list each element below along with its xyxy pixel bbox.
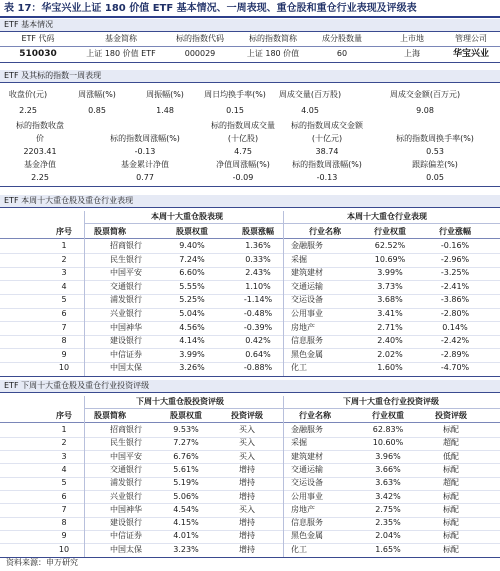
perf-cell: 黑色金属 <box>291 349 323 359</box>
perf-cell: 7.24% <box>179 254 205 264</box>
perf-cell: 62.52% <box>374 241 406 250</box>
perf-cell: -2.42% <box>440 336 470 346</box>
rating-cell: 5.19% <box>173 478 199 488</box>
rating-cell: 中信证券 <box>110 531 142 541</box>
rating-cell: 增持 <box>239 478 255 488</box>
basic-header: 标的指数简称 <box>249 34 297 43</box>
weekly-index-header: 标的指数周成交金额 <box>291 121 363 130</box>
rating-cell: 标配 <box>443 544 459 554</box>
rating-cell: 9 <box>61 531 67 541</box>
perf-cell: 9.40% <box>179 241 205 250</box>
rating-cell: 公用事业 <box>291 491 323 501</box>
rating-cell: 9.53% <box>173 425 199 434</box>
perf-cell: 10.69% <box>374 254 406 264</box>
rating-cell: 金融服务 <box>291 425 323 434</box>
weekly-nav-header: 基金累计净值 <box>121 160 169 169</box>
rating-cell: 标配 <box>443 531 459 541</box>
rating-stock-group-title: 下周十大重仓股投资评级 <box>136 397 224 406</box>
perf-cell: 中国神华 <box>110 322 142 332</box>
perf-cell: 采掘 <box>291 254 307 264</box>
rating-cell: 化工 <box>291 544 307 554</box>
basic-section-band <box>0 19 500 31</box>
weekly-index-header: (十亿股) <box>227 134 259 143</box>
perf-cell: 4.56% <box>179 322 205 332</box>
rating-cell: 3.63% <box>375 478 401 488</box>
rating-cell: 4.15% <box>173 518 199 528</box>
rating-cell: 62.83% <box>372 425 404 434</box>
rating-cell: 兴业银行 <box>110 491 142 501</box>
rating-header: 行业权重 <box>372 411 404 420</box>
rating-cell: 买入 <box>239 451 255 461</box>
rating-cell: 超配 <box>443 438 459 448</box>
perf-cell: 交通运输 <box>291 281 323 291</box>
weekly-nav-value: 2.25 <box>31 173 49 182</box>
rating-cell: 增持 <box>239 464 255 474</box>
rating-cell: 标配 <box>443 504 459 514</box>
perf-header: 行业名称 <box>309 227 341 236</box>
basic-section-title: ETF 基本情况 <box>4 20 54 29</box>
perf-cell: -2.41% <box>440 281 470 291</box>
perf-cell: 0.42% <box>245 336 271 346</box>
rating-cell: 标配 <box>443 464 459 474</box>
perf-cell: 3.99% <box>179 349 205 359</box>
weekly-value: 1.48 <box>156 106 174 115</box>
perf-cell: -3.86% <box>440 295 470 305</box>
perf-cell: 房地产 <box>291 322 315 332</box>
basic-header: 成分股数量 <box>322 34 362 43</box>
rating-header: 股票权重 <box>170 411 202 420</box>
perf-cell: 6 <box>61 309 67 318</box>
rating-cell: 标配 <box>443 425 459 434</box>
rating-cell: 标配 <box>443 518 459 528</box>
rating-cell: 房地产 <box>291 504 315 514</box>
rating-industry-group-title: 下周十大重仓行业投资评级 <box>343 397 439 406</box>
weekly-index-header: (十亿元) <box>311 134 343 143</box>
rating-cell: 建设银行 <box>110 518 142 528</box>
rating-cell: 3.66% <box>375 464 401 474</box>
rating-cell: 3 <box>61 451 67 461</box>
weekly-value: 0.15 <box>226 106 244 115</box>
basic-header: 管理公司 <box>455 34 487 43</box>
rating-cell: 2.04% <box>375 531 401 541</box>
weekly-index-value: 0.53 <box>426 147 444 156</box>
perf-cell: 建设银行 <box>110 336 142 346</box>
rating-cell: 6.76% <box>173 451 199 461</box>
perf-rule-head <box>0 238 500 239</box>
perf-cell: 1 <box>61 241 67 250</box>
perf-cell: -1.14% <box>243 295 273 305</box>
rating-cell: 5 <box>61 478 67 488</box>
rating-cell: 3.23% <box>173 544 199 554</box>
perf-cell: 4.14% <box>179 336 205 346</box>
perf-cell: -4.70% <box>440 363 470 373</box>
perf-cell: 兴业银行 <box>110 309 142 318</box>
weekly-index-value: 2203.41 <box>23 147 57 156</box>
perf-col-rule <box>283 211 284 376</box>
weekly-nav-header: 标的指数周涨幅(%) <box>292 160 362 169</box>
weekly-index-value: 4.75 <box>234 147 252 156</box>
rating-cell: 超配 <box>443 478 459 488</box>
rating-rule-top <box>0 392 500 393</box>
basic-value: 上证 180 价值 ETF <box>86 49 156 58</box>
basic-header: 基金简称 <box>105 34 137 43</box>
perf-cell: 3.26% <box>179 363 205 373</box>
weekly-nav-value: 0.77 <box>136 173 154 182</box>
perf-cell: 浦发银行 <box>110 295 142 305</box>
basic-rule-mid <box>0 46 500 47</box>
rating-cell: 标配 <box>443 491 459 501</box>
perf-cell: 0.64% <box>245 349 271 359</box>
basic-value: 510030 <box>19 49 57 59</box>
rating-cell: 交通银行 <box>110 464 142 474</box>
rating-cell: 7 <box>61 504 67 514</box>
perf-cell: 公用事业 <box>291 309 323 318</box>
rating-cell: 招商银行 <box>110 425 142 434</box>
perf-cell: 交运设备 <box>291 295 323 305</box>
rating-cell: 低配 <box>443 451 459 461</box>
basic-header: 标的指数代码 <box>176 34 224 43</box>
rating-cell: 增持 <box>239 544 255 554</box>
rating-cell: 1.65% <box>375 544 401 554</box>
perf-cell: 2.43% <box>245 268 271 278</box>
perf-cell: 8 <box>61 336 67 346</box>
weekly-header: 收盘价(元) <box>8 90 48 99</box>
rating-cell: 10.60% <box>372 438 404 448</box>
rating-header: 投资评级 <box>435 411 467 420</box>
perf-cell: -3.25% <box>440 268 470 278</box>
perf-cell: 3.73% <box>377 281 403 291</box>
perf-header: 股票涨幅 <box>242 227 274 236</box>
perf-cell: 民生银行 <box>110 254 142 264</box>
perf-rule-top <box>0 207 500 208</box>
rating-header-index: 序号 <box>56 411 72 420</box>
basic-rule-bottom <box>0 62 500 63</box>
rating-cell: 2.35% <box>375 518 401 528</box>
weekly-index-header: 标的指数收盘 <box>16 121 64 130</box>
perf-cell: 10 <box>58 363 70 373</box>
rating-cell: 信息服务 <box>291 518 323 528</box>
perf-rule-bottom <box>0 376 500 377</box>
basic-value: 华宝兴业 <box>452 49 490 59</box>
weekly-rule-top <box>0 82 500 83</box>
rating-cell: 2 <box>61 438 67 448</box>
rating-header: 投资评级 <box>231 411 263 420</box>
source-note: 资料来源：申万研究 <box>6 558 78 567</box>
perf-cell: 3.68% <box>377 295 403 305</box>
perf-cell: 金融服务 <box>291 241 323 250</box>
perf-cell: 5.55% <box>179 281 205 291</box>
rating-cell: 6 <box>61 491 67 501</box>
weekly-rule-bottom <box>0 186 500 187</box>
perf-cell: 化工 <box>291 363 307 373</box>
weekly-header: 周成交量(百万股) <box>278 90 342 99</box>
rating-cell: 4.54% <box>173 504 199 514</box>
weekly-nav-header: 基金净值 <box>24 160 56 169</box>
weekly-nav-header: 跟踪偏差(%) <box>412 160 458 169</box>
rating-cell: 中国神华 <box>110 504 142 514</box>
weekly-section-title: ETF 及其标的指数一周表现 <box>4 71 102 80</box>
perf-cell: 9 <box>61 349 67 359</box>
rating-cell: 8 <box>61 518 67 528</box>
basic-value: 000029 <box>184 49 216 58</box>
perf-cell: 中国太保 <box>110 363 142 373</box>
title-rule <box>0 16 500 18</box>
weekly-header: 周振幅(%) <box>146 90 184 99</box>
rating-cell: 黑色金属 <box>291 531 323 541</box>
rating-cell: 浦发银行 <box>110 478 142 488</box>
rating-cell: 5.61% <box>173 464 199 474</box>
perf-cell: 中信证券 <box>110 349 142 359</box>
perf-cell: 0.33% <box>245 254 271 264</box>
weekly-header: 周成交金额(百万元) <box>389 90 461 99</box>
weekly-nav-value: 0.05 <box>426 173 444 182</box>
weekly-nav-value: -0.09 <box>232 173 254 182</box>
perf-cell: 3 <box>61 268 67 278</box>
weekly-nav-value: -0.13 <box>316 173 338 182</box>
rating-cell: 买入 <box>239 438 255 448</box>
weekly-index-header: 价 <box>36 134 44 143</box>
perf-cell: 4 <box>61 281 67 291</box>
basic-value: 上海 <box>404 49 420 58</box>
perf-cell: -0.88% <box>243 363 273 373</box>
weekly-value: 0.85 <box>88 106 106 115</box>
rating-cell: 10 <box>58 544 70 554</box>
weekly-value: 2.25 <box>19 106 37 115</box>
weekly-value: 9.08 <box>416 106 434 115</box>
rating-cell: 1 <box>61 425 67 434</box>
basic-value: 60 <box>336 49 348 58</box>
perf-cell: 中国平安 <box>110 268 142 278</box>
perf-cell: 7 <box>61 322 67 332</box>
weekly-value: 4.05 <box>301 106 319 115</box>
rating-cell: 增持 <box>239 531 255 541</box>
perf-header: 行业权重 <box>374 227 406 236</box>
rating-cell: 增持 <box>239 491 255 501</box>
rating-rule-head <box>0 422 500 423</box>
perf-group-rule <box>84 223 500 224</box>
rating-col-rule <box>84 396 85 557</box>
weekly-index-value: 38.74 <box>315 147 339 156</box>
perf-cell: 2.02% <box>377 349 403 359</box>
perf-cell: 信息服务 <box>291 336 323 346</box>
rating-section-title: ETF 下周十大重仓股及重仓行业投资评级 <box>4 381 150 390</box>
perf-col-rule <box>84 211 85 376</box>
perf-cell: 5 <box>61 295 67 305</box>
perf-section-title: ETF 本周十大重仓股及重仓行业表现 <box>4 196 134 205</box>
rating-cell: 增持 <box>239 518 255 528</box>
perf-cell: 0.14% <box>442 322 468 332</box>
perf-cell: -2.89% <box>440 349 470 359</box>
rating-cell: 买入 <box>239 425 255 434</box>
weekly-nav-header: 净值周涨幅(%) <box>216 160 270 169</box>
weekly-index-header: 标的指数周成交量 <box>211 121 275 130</box>
rating-cell: 中国太保 <box>110 544 142 554</box>
rating-cell: 4 <box>61 464 67 474</box>
perf-cell: 5.04% <box>179 309 205 318</box>
rating-cell: 采掘 <box>291 438 307 448</box>
perf-cell: 3.99% <box>377 268 403 278</box>
rating-group-rule <box>84 408 500 409</box>
perf-cell: 5.25% <box>179 295 205 305</box>
perf-cell: 1.36% <box>245 241 271 250</box>
rating-cell: 交运设备 <box>291 478 323 488</box>
rating-cell: 买入 <box>239 504 255 514</box>
perf-cell: -2.96% <box>440 254 470 264</box>
weekly-index-header: 标的指数周涨幅(%) <box>110 134 180 143</box>
perf-header: 行业涨幅 <box>439 227 471 236</box>
weekly-index-value: -0.13 <box>134 147 156 156</box>
rating-cell: 建筑建材 <box>291 451 323 461</box>
basic-value: 上证 180 价值 <box>246 49 300 58</box>
weekly-header: 周日均换手率(%) <box>204 90 266 99</box>
perf-cell: 2 <box>61 254 67 264</box>
rating-cell: 7.27% <box>173 438 199 448</box>
perf-cell: 2.71% <box>377 322 403 332</box>
perf-cell: -0.16% <box>440 241 470 250</box>
perf-cell: 1.60% <box>377 363 403 373</box>
basic-header: ETF 代码 <box>21 34 55 43</box>
rating-cell: 中国平安 <box>110 451 142 461</box>
rating-cell: 民生银行 <box>110 438 142 448</box>
rating-cell: 交通运输 <box>291 464 323 474</box>
perf-header: 股票权重 <box>176 227 208 236</box>
basic-header: 上市地 <box>400 34 424 43</box>
perf-cell: -0.48% <box>243 309 273 318</box>
perf-cell: -0.39% <box>243 322 273 332</box>
perf-header-index: 序号 <box>56 227 72 236</box>
weekly-header: 周涨幅(%) <box>78 90 116 99</box>
perf-cell: 1.10% <box>245 281 271 291</box>
perf-cell: 交通银行 <box>110 281 142 291</box>
rating-cell: 5.06% <box>173 491 199 501</box>
perf-cell: 3.41% <box>377 309 403 318</box>
perf-cell: 建筑建材 <box>291 268 323 278</box>
rating-cell: 4.01% <box>173 531 199 541</box>
rating-col-rule <box>283 396 284 557</box>
rating-cell: 3.42% <box>375 491 401 501</box>
perf-stock-group-title: 本周十大重仓股表现 <box>151 212 223 221</box>
perf-cell: -2.80% <box>440 309 470 318</box>
perf-header: 股票简称 <box>94 227 126 236</box>
perf-cell: 招商银行 <box>110 241 142 250</box>
perf-cell: 2.40% <box>377 336 403 346</box>
perf-cell: 6.60% <box>179 268 205 278</box>
rating-cell: 2.75% <box>375 504 401 514</box>
rating-cell: 3.96% <box>375 451 401 461</box>
rating-header: 股票简称 <box>94 411 126 420</box>
perf-industry-group-title: 本周十大重仓行业表现 <box>347 212 427 221</box>
basic-rule-top <box>0 31 500 32</box>
weekly-index-header: 标的指数周换手率(%) <box>396 134 474 143</box>
page-title: 表 17：华宝兴业上证 180 价值 ETF 基本情况、一周表现、重仓股和重仓行业表现及评级表 <box>4 3 417 14</box>
rating-header: 行业名称 <box>299 411 331 420</box>
